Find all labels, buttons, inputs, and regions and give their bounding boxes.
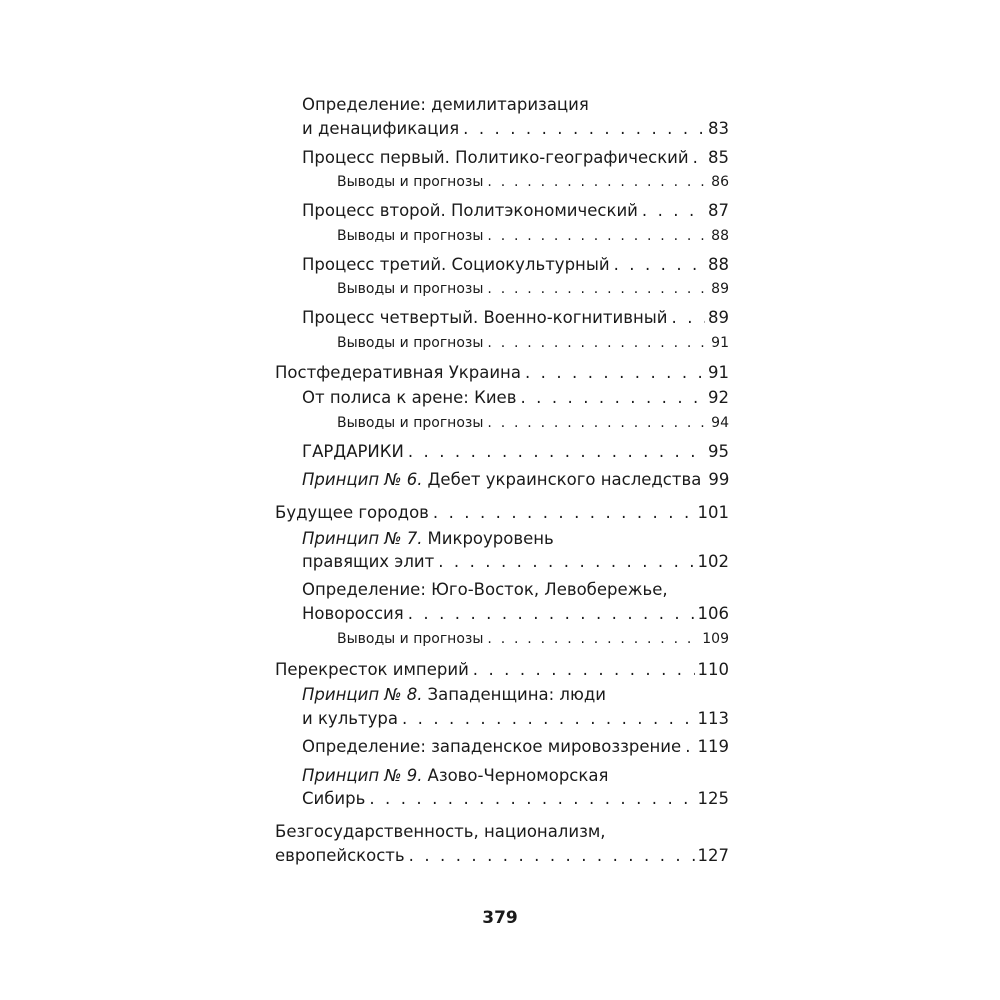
toc-entry <box>302 789 729 809</box>
toc-page-number: 88 <box>711 228 729 244</box>
leader-dots <box>693 148 705 168</box>
toc-chapter <box>275 363 729 383</box>
leader-dots <box>438 552 694 572</box>
leader-dots <box>408 442 705 462</box>
toc-entry <box>302 604 729 624</box>
leader-dots <box>685 737 694 757</box>
toc-page-number: 91 <box>711 335 729 351</box>
toc-entry-line1: Принцип № 9. Азово-Черноморская <box>302 766 609 785</box>
toc-entry-title: Выводы и прогнозы <box>337 415 484 431</box>
toc-entry-title: и культура <box>302 709 398 728</box>
toc-page-number: 92 <box>708 388 729 407</box>
toc-page-number: 110 <box>697 660 729 679</box>
toc-entry-title: Выводы и прогнозы <box>337 174 484 190</box>
toc-page-number: 88 <box>708 255 729 274</box>
toc-principle-label: Принцип № 7. <box>302 529 423 548</box>
toc-entry <box>302 308 729 328</box>
toc-page-number: 99 <box>708 470 729 489</box>
toc-chapter-line1: Безгосударственность, национализм, <box>275 822 606 841</box>
toc-entry-title: Выводы и прогнозы <box>337 631 484 647</box>
leader-dots <box>402 709 695 729</box>
toc-entry <box>302 255 729 275</box>
toc-page-number: 89 <box>708 308 729 327</box>
toc-chapter <box>275 503 729 523</box>
toc-page-number: 83 <box>708 119 729 138</box>
toc-entry-title: Процесс второй. Политэкономический <box>302 201 638 220</box>
leader-dots <box>487 413 708 433</box>
toc-entry-title: Выводы и прогнозы <box>337 281 484 297</box>
leader-dots <box>473 660 695 680</box>
leader-dots <box>433 503 695 523</box>
leader-dots <box>487 172 708 192</box>
toc-page-number: 102 <box>697 552 729 571</box>
toc-entry-title: Процесс первый. Политико-географический <box>302 148 689 167</box>
toc-page-number: 106 <box>697 604 729 623</box>
toc-entry-title: Сибирь <box>302 789 366 808</box>
leader-dots <box>642 201 705 221</box>
leader-dots <box>408 604 695 624</box>
toc-entry-line1: Принцип № 7. Микроуровень <box>302 529 554 548</box>
toc-page-number: 119 <box>697 737 729 756</box>
toc-page-number: 91 <box>708 363 729 382</box>
toc-entry-sub <box>337 413 729 433</box>
toc-entry-sub <box>337 629 729 649</box>
toc-entry-sub <box>337 279 729 299</box>
leader-dots <box>520 388 705 408</box>
toc-page-number: 86 <box>711 174 729 190</box>
toc-entry-title: Новороссия <box>302 604 404 623</box>
leader-dots <box>487 226 708 246</box>
toc-chapter-title: европейскость <box>275 846 405 865</box>
toc-principle-label: Принцип № 9. <box>302 766 423 785</box>
leader-dots <box>409 846 695 866</box>
toc-entry-line1: Определение: Юго-Восток, Левобережье, <box>302 580 668 599</box>
toc-entry <box>302 201 729 221</box>
toc-page-number: 127 <box>697 846 729 865</box>
leader-dots <box>672 308 706 328</box>
toc-entry-title: ГАРДАРИКИ <box>302 442 404 461</box>
toc-entry-line1: Принцип № 8. Западенщина: люди <box>302 685 607 704</box>
page-number: 379 <box>482 908 518 928</box>
toc-entry <box>302 709 729 729</box>
toc-chapter-title: Постфедеративная Украина <box>275 363 521 382</box>
toc-entry-title: правящих элит <box>302 552 435 571</box>
toc-entry-title: Выводы и прогнозы <box>337 335 484 351</box>
toc-entry-title: Определение: западенское мировоззрение <box>302 737 682 756</box>
toc-entry-sub <box>337 172 729 192</box>
toc-entry <box>302 148 729 168</box>
leader-dots <box>487 629 699 649</box>
toc-page-number: 101 <box>697 503 729 522</box>
toc-entry <box>302 119 729 139</box>
toc-chapter <box>275 660 729 680</box>
toc-entry <box>302 442 729 462</box>
leader-dots <box>487 279 708 299</box>
toc-entry <box>302 552 729 572</box>
toc-page-number: 87 <box>708 201 729 220</box>
toc-entry-title: Процесс четвертый. Военно-когнитивный <box>302 308 668 327</box>
toc-entry <box>302 388 729 408</box>
toc-principle-label: Принцип № 6. <box>302 470 423 489</box>
toc-page-number: 125 <box>697 789 729 808</box>
toc-chapter-title: Перекресток империй <box>275 660 469 679</box>
toc-page-number: 109 <box>702 631 729 647</box>
toc-entry-title: Выводы и прогнозы <box>337 228 484 244</box>
toc-entry <box>302 737 729 757</box>
leader-dots <box>463 119 705 139</box>
toc-entry-title: Дебет украинского наследства <box>427 470 702 489</box>
toc-entry-title: От полиса к арене: Киев <box>302 388 517 407</box>
toc-entry <box>302 470 729 490</box>
toc-chapter <box>275 846 729 866</box>
toc-page-number: 95 <box>708 442 729 461</box>
toc-entry-sub <box>337 226 729 246</box>
toc-entry-title: и денацификация <box>302 119 460 138</box>
toc-page-number: 94 <box>711 415 729 431</box>
leader-dots <box>614 255 705 275</box>
toc-entry-sub <box>337 333 729 353</box>
leader-dots <box>487 333 708 353</box>
toc-page-number: 113 <box>697 709 729 728</box>
toc-chapter-title: Будущее городов <box>275 503 429 522</box>
toc-principle-label: Принцип № 8. <box>302 685 423 704</box>
toc-entry-title: Процесс третий. Социокультурный <box>302 255 610 274</box>
toc-page-number: 85 <box>708 148 729 167</box>
leader-dots <box>525 363 705 383</box>
leader-dots <box>369 789 694 809</box>
toc-entry-line1: Определение: демилитаризация <box>302 95 589 114</box>
toc-page-number: 89 <box>711 281 729 297</box>
